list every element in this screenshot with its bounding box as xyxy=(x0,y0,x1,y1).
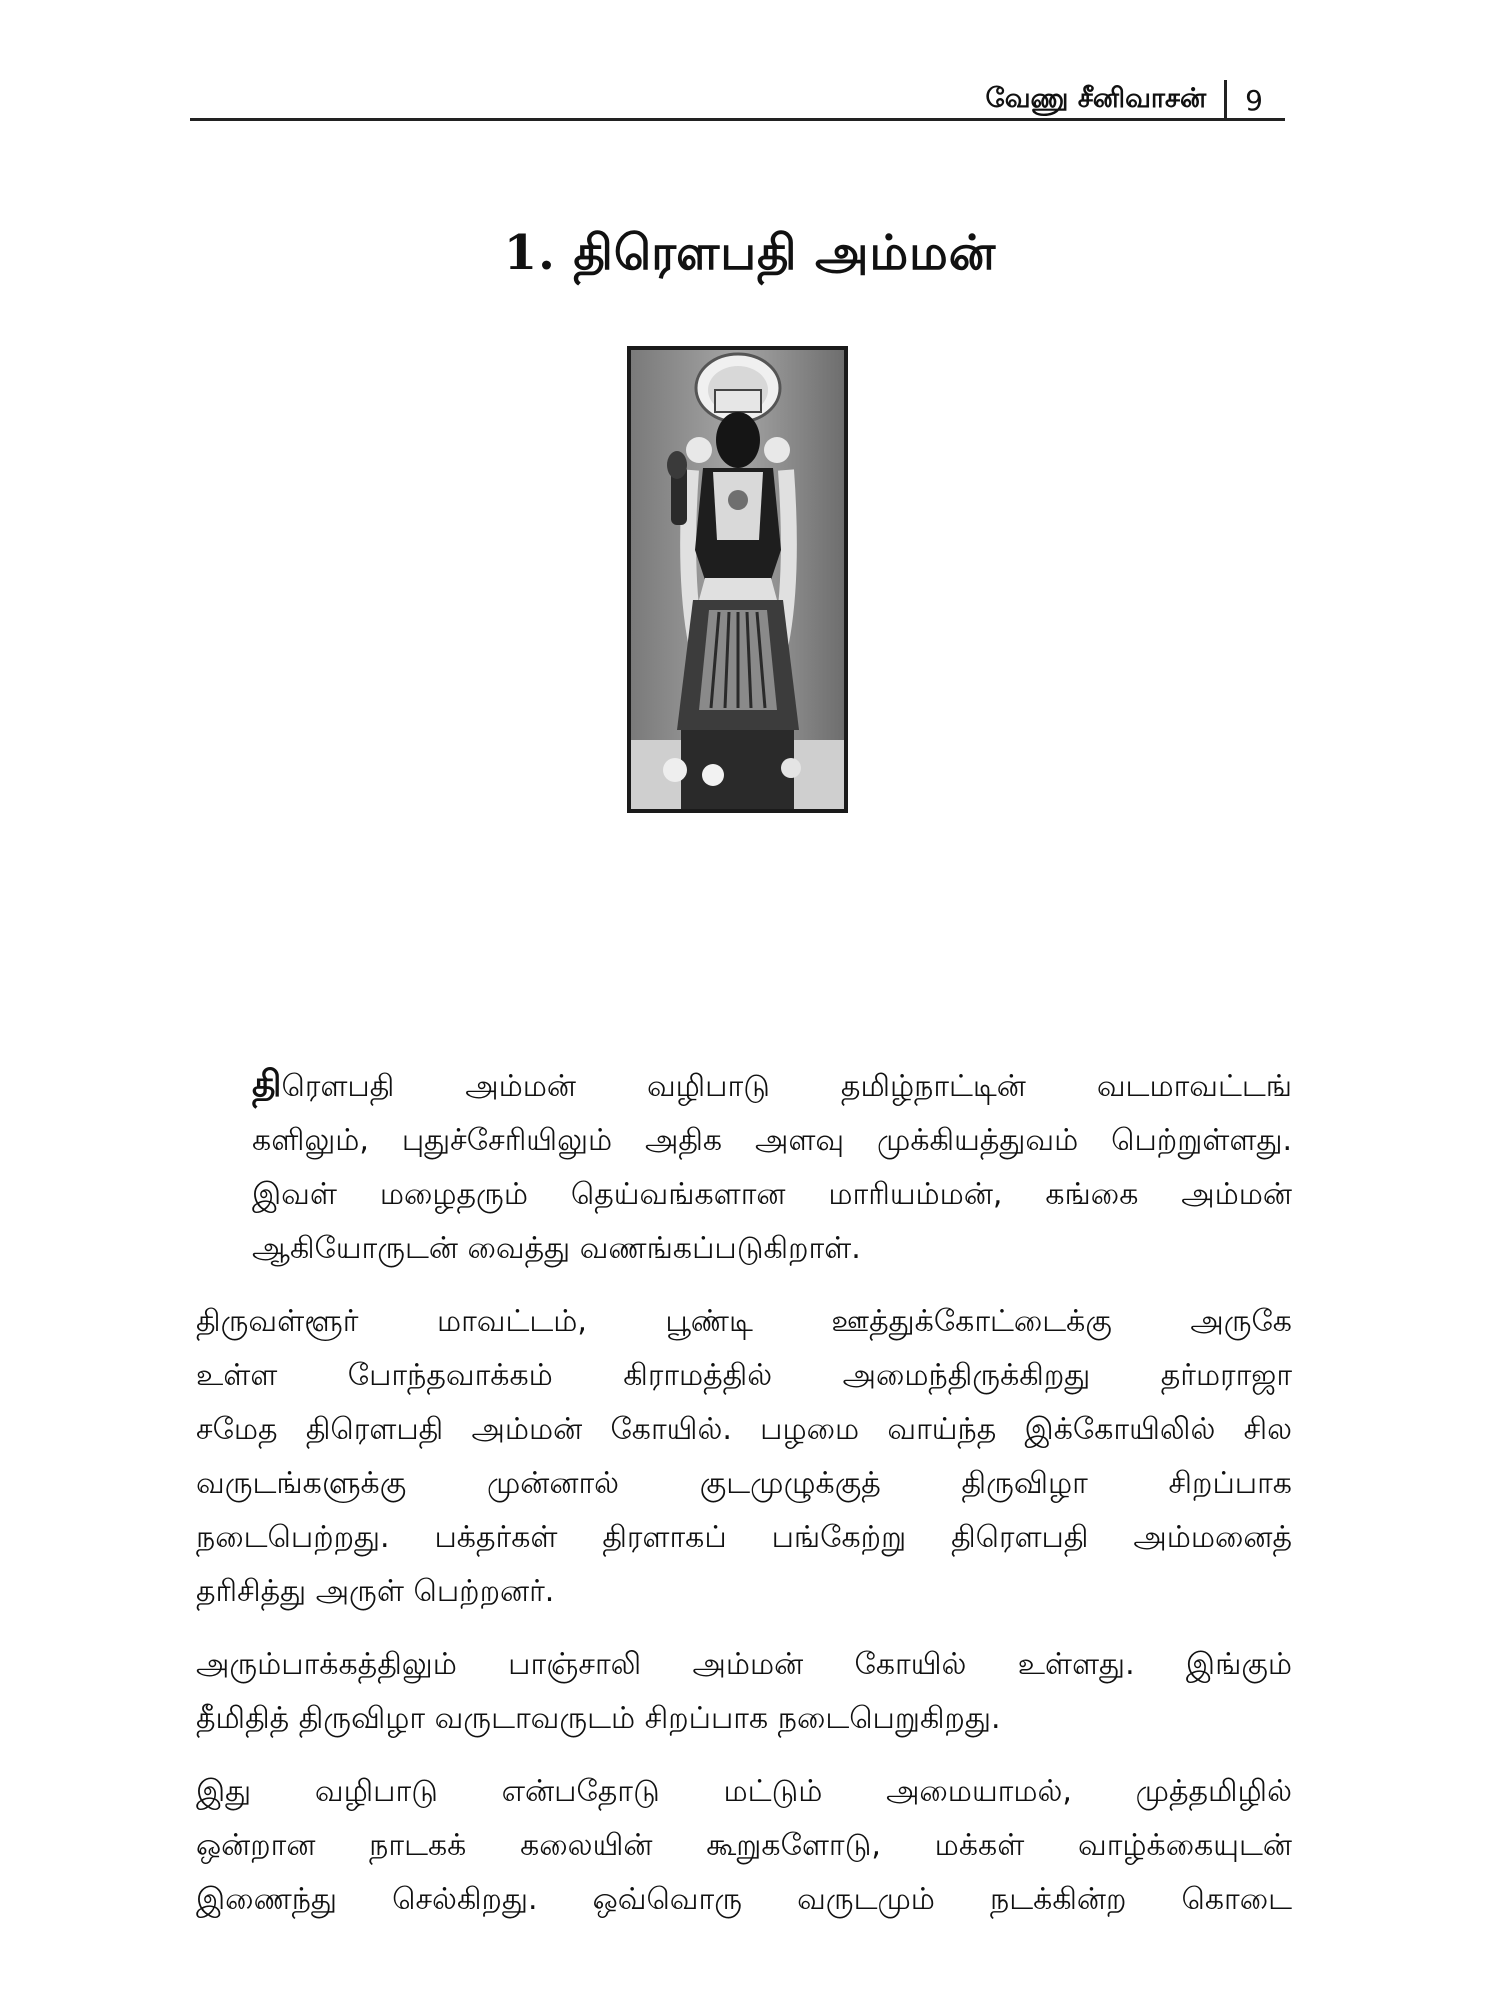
text-line: இவள் மழைதரும் தெய்வங்களான மாரியம்மன், கங்கை அம்மன் xyxy=(252,1177,1292,1212)
paragraph-3 xyxy=(196,1638,1292,1746)
text-line: களிலும், புதுச்சேரியிலும் அதிக அளவு முக்கியத்துவம் பெற்றுள்ளது. xyxy=(252,1123,1292,1158)
text-line: தரிசித்து அருள் பெற்றனர். xyxy=(196,1574,555,1609)
drop-cap: தி xyxy=(252,1064,282,1105)
text-line: அரும்பாக்கத்திலும் பாஞ்சாலி அம்மன் கோயில் உள்ளது. இங்கும் xyxy=(196,1647,1292,1682)
body-text xyxy=(196,1058,1292,1946)
text-line: திருவள்ளூர் மாவட்டம், பூண்டி ஊத்துக்கோட்டைக்கு அருகே xyxy=(196,1304,1292,1339)
text-line: உள்ள போந்தவாக்கம் கிராமத்தில் அமைந்திருக்கிறது தர்மராஜா xyxy=(196,1358,1292,1393)
text-line: இணைந்து செல்கிறது. ஒவ்வொரு வருடமும் நடக்கின்ற கொடை xyxy=(196,1882,1292,1917)
text-line: சமேத திரௌபதி அம்மன் கோயில். பழமை வாய்ந்த இக்கோயிலில் சில xyxy=(196,1412,1292,1447)
text-line: வருடங்களுக்கு முன்னால் குடமுழுக்குத் திருவிழா சிறப்பாக xyxy=(196,1466,1292,1501)
text-line: தீமிதித் திருவிழா வருடாவருடம் சிறப்பாக நடைபெறுகிறது. xyxy=(196,1701,1001,1736)
chapter-title: 1. திரௌபதி அம்மன் xyxy=(503,225,997,281)
running-header xyxy=(190,70,1285,121)
text-line: ஆகியோருடன் வைத்து வணங்கப்படுகிறாள். xyxy=(252,1231,861,1266)
paragraph-2 xyxy=(196,1295,1292,1619)
paragraph-4 xyxy=(196,1765,1292,1927)
paragraph-1 xyxy=(196,1058,1292,1276)
header-divider xyxy=(1224,80,1227,120)
deity-photo xyxy=(627,346,848,813)
author-name: வேணு சீனிவாசன் xyxy=(985,82,1207,114)
header-right xyxy=(986,80,1263,120)
text-line: ரௌபதி அம்மன் வழிபாடு தமிழ்நாட்டின் வடமாவட்டங் xyxy=(281,1069,1292,1104)
text-line: நடைபெற்றது. பக்தர்கள் திரளாகப் பங்கேற்று திரௌபதி அம்மனைத் xyxy=(196,1520,1292,1555)
text-line: ஒன்றான நாடகக் கலையின் கூறுகளோடு, மக்கள் வாழ்க்கையுடன் xyxy=(196,1828,1292,1863)
page-number: 9 xyxy=(1245,83,1263,117)
text-line: இது வழிபாடு என்பதோடு மட்டும் அமையாமல், முத்தமிழில் xyxy=(196,1774,1292,1809)
